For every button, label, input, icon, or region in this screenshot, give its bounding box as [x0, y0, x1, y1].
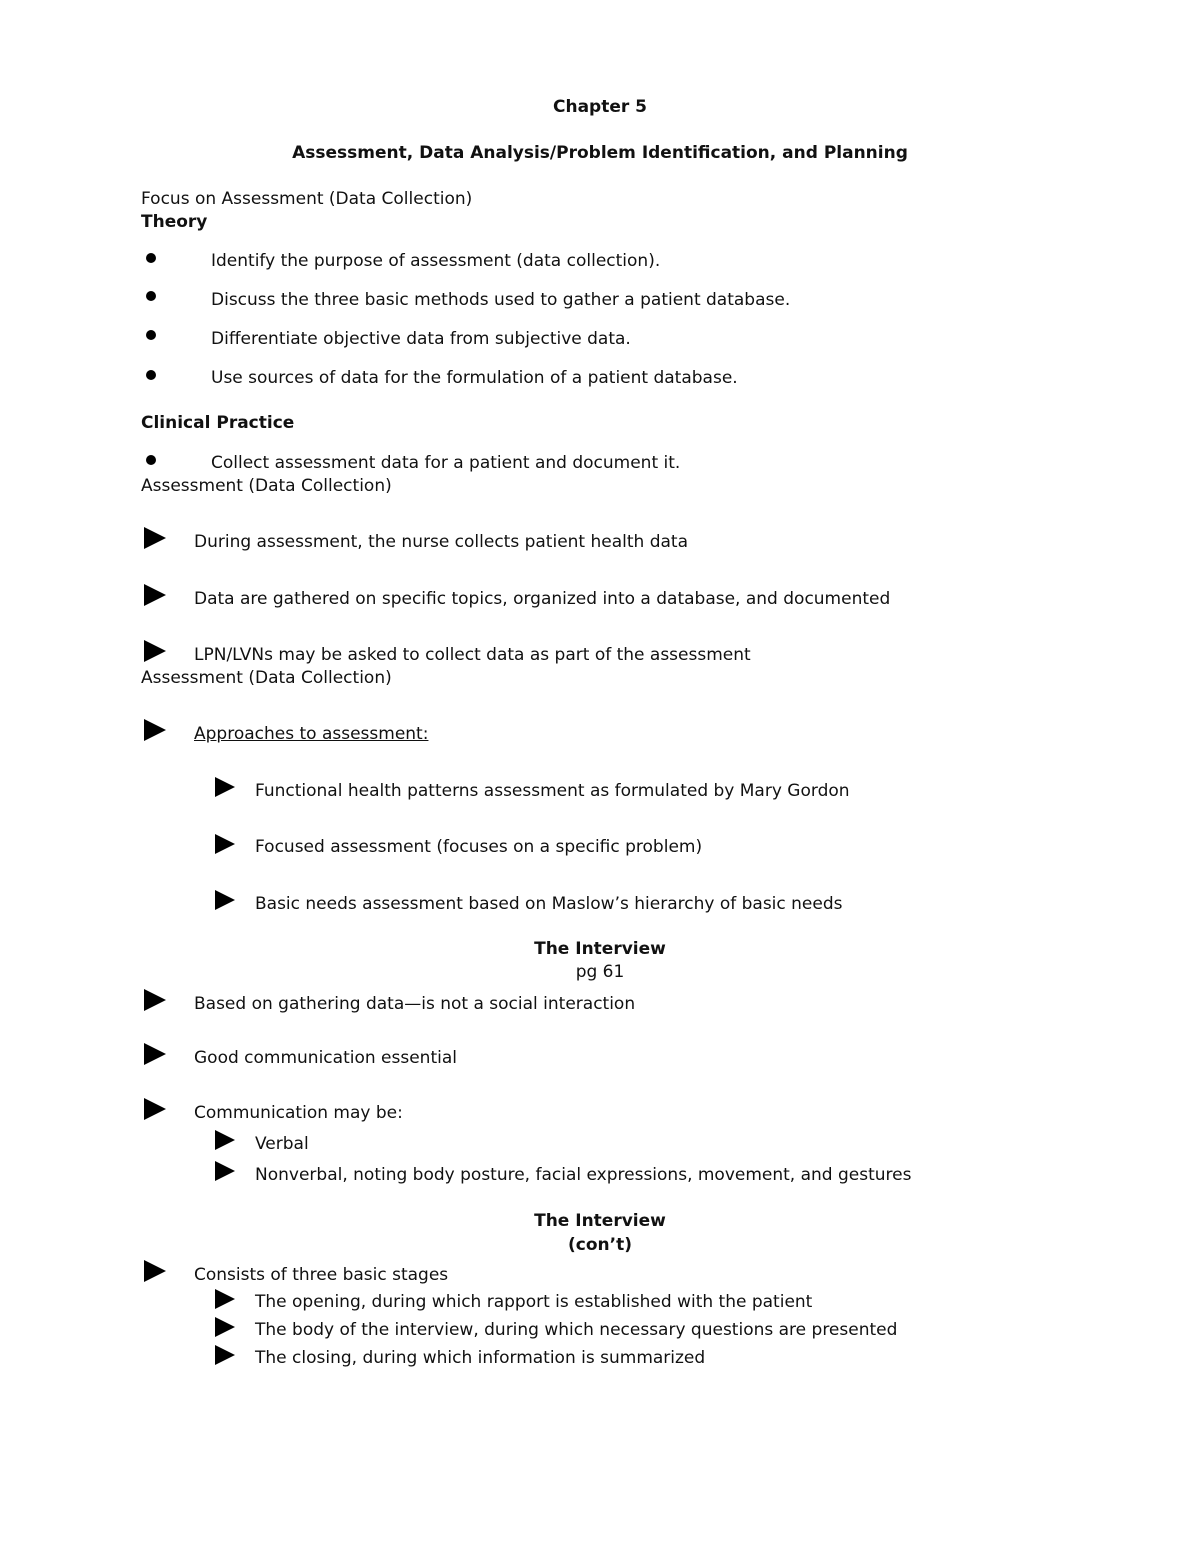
- chapter-heading: Chapter 5: [552, 97, 647, 117]
- approach-item: Basic needs assessment based on Maslow’s hierarchy of basic needs: [255, 894, 843, 914]
- arrow-bullet-icon: [215, 890, 235, 910]
- bullet-dot-icon: [146, 370, 156, 380]
- approach-item: Focused assessment (focuses on a specific problem): [255, 837, 703, 857]
- page-reference: pg 61: [575, 962, 625, 982]
- theory-item: Discuss the three basic methods used to gather a patient database.: [211, 290, 791, 310]
- chapter-title: Assessment, Data Analysis/Problem Identification, and Planning: [292, 143, 908, 163]
- section-heading: Assessment (Data Collection): [141, 668, 392, 688]
- focus-line: Focus on Assessment (Data Collection): [141, 189, 473, 209]
- section-item: LPN/LVNs may be asked to collect data as part of the assessment: [194, 645, 751, 665]
- stage-item: The body of the interview, during which necessary questions are presented: [255, 1320, 898, 1340]
- arrow-bullet-icon: [215, 834, 235, 854]
- arrow-bullet-icon: [144, 719, 166, 741]
- section-item: During assessment, the nurse collects patient health data: [194, 532, 689, 552]
- arrow-bullet-icon: [144, 1098, 166, 1120]
- section-item: Data are gathered on specific topics, organized into a database, and documented: [194, 589, 891, 609]
- bullet-dot-icon: [146, 253, 156, 263]
- theory-item: Differentiate objective data from subjective data.: [211, 329, 631, 349]
- communication-item: Nonverbal, noting body posture, facial expressions, movement, and gestures: [255, 1165, 912, 1185]
- arrow-bullet-icon: [215, 777, 235, 797]
- theory-item: Use sources of data for the formulation of a patient database.: [211, 368, 738, 388]
- communication-item: Verbal: [255, 1134, 309, 1154]
- arrow-bullet-icon: [215, 1161, 235, 1181]
- stage-item: The closing, during which information is summarized: [255, 1348, 706, 1368]
- bullet-dot-icon: [146, 330, 156, 340]
- arrow-bullet-icon: [144, 989, 166, 1011]
- section-heading: Assessment (Data Collection): [141, 476, 392, 496]
- interview2-title: The Interview: [534, 1211, 666, 1231]
- arrow-bullet-icon: [144, 1043, 166, 1065]
- interview-item: Good communication essential: [194, 1048, 457, 1068]
- bullet-dot-icon: [146, 455, 156, 465]
- theory-heading: Theory: [141, 212, 208, 232]
- approach-item: Functional health patterns assessment as formulated by Mary Gordon: [255, 781, 850, 801]
- interview-item: Based on gathering data—is not a social interaction: [194, 994, 636, 1014]
- arrow-bullet-icon: [144, 1260, 166, 1282]
- stage-item: The opening, during which rapport is established with the patient: [255, 1292, 813, 1312]
- arrow-bullet-icon: [144, 640, 166, 662]
- arrow-bullet-icon: [144, 584, 166, 606]
- stages-item: Consists of three basic stages: [194, 1265, 449, 1285]
- bullet-dot-icon: [146, 291, 156, 301]
- arrow-bullet-icon: [215, 1317, 235, 1337]
- theory-item: Identify the purpose of assessment (data collection).: [211, 251, 661, 271]
- arrow-bullet-icon: [215, 1345, 235, 1365]
- interview2-subtitle: (con’t): [568, 1235, 632, 1255]
- clinical-item: Collect assessment data for a patient and document it.: [211, 453, 681, 473]
- arrow-bullet-icon: [215, 1130, 235, 1150]
- clinical-heading: Clinical Practice: [141, 413, 295, 433]
- arrow-bullet-icon: [215, 1289, 235, 1309]
- interview-item: Communication may be:: [194, 1103, 403, 1123]
- interview-title: The Interview: [534, 939, 666, 959]
- approaches-label: Approaches to assessment:: [194, 724, 429, 744]
- arrow-bullet-icon: [144, 527, 166, 549]
